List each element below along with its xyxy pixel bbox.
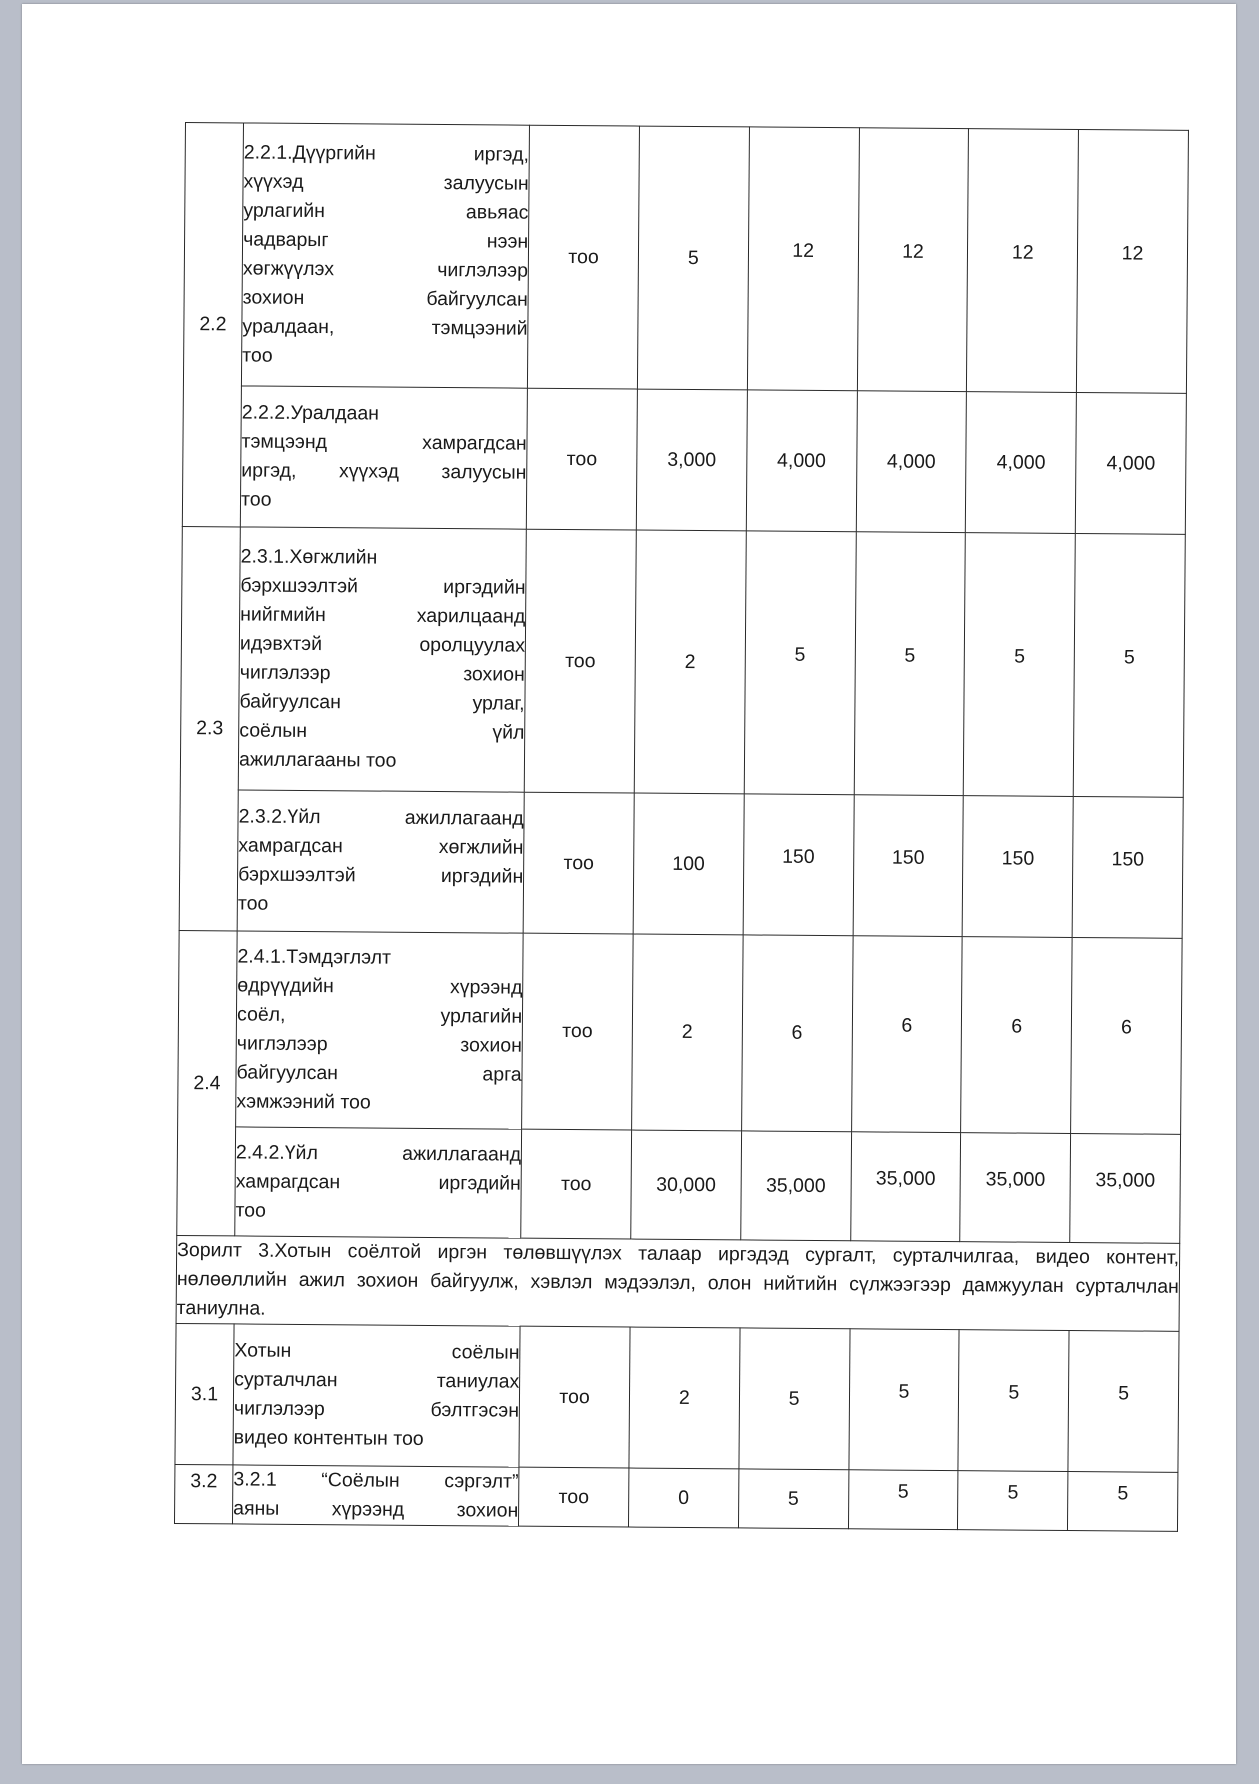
goal-row: [176, 1235, 1180, 1331]
group-code: 3.1: [175, 1323, 234, 1464]
value-cell: 150: [743, 794, 854, 936]
table-row: [178, 930, 1183, 1134]
value-cell: 30,000: [631, 1130, 742, 1240]
value-cell: 5: [738, 1469, 848, 1529]
value-cell: 35,000: [960, 1133, 1071, 1243]
value-cell: 35,000: [741, 1131, 852, 1241]
indicator-description: 3.2.1 “Соёлын сэргэлт” аяны хүрээнд зохион: [233, 1465, 520, 1526]
table-row: [180, 526, 1185, 797]
value-cell: 4,000: [1075, 393, 1186, 535]
value-cell: 2: [629, 1327, 740, 1469]
table-row: [182, 385, 1186, 534]
value-cell: 12: [747, 127, 859, 391]
table-row: [177, 1126, 1181, 1243]
group-code: 2.3: [179, 526, 240, 930]
value-cell: 5: [854, 532, 966, 796]
value-cell: 12: [857, 128, 969, 392]
value-cell: 3,000: [636, 389, 747, 531]
value-cell: 150: [853, 795, 964, 937]
table-row: [175, 1323, 1179, 1472]
value-cell: 5: [739, 1328, 850, 1470]
unit-cell: тоо: [523, 792, 634, 934]
value-cell: 5: [848, 1329, 959, 1471]
value-cell: 5: [958, 1471, 1068, 1531]
indicator-description: 2.4.1.Тэмдэглэлт өдрүүдийн хүрээнд соёл, урлагийн чиглэлээр зохион байгуулсан арга хэмжээний тоо: [236, 931, 524, 1129]
indicator-description: 2.3.1.Хөгжлийн бэрхшээлтэй иргэдийн нийгмийн харилцаанд идэвхтэй оролцуулах чиглэлээр зохион байгуулсан урлаг, соёлын үйл ажиллагааны тоо: [238, 527, 526, 792]
table-row: [183, 123, 1188, 394]
value-cell: 5: [744, 531, 856, 795]
value-cell: 4,000: [966, 392, 1077, 534]
scanned-page: [22, 4, 1236, 1764]
value-cell: 5: [958, 1330, 1069, 1472]
unit-cell: тоо: [526, 388, 637, 530]
group-code: 3.2: [174, 1464, 233, 1523]
value-cell: 2: [634, 530, 746, 794]
unit-cell: тоо: [519, 1467, 629, 1527]
indicator-description: 2.2.2.Уралдаан тэмцээнд хамрагдсан иргэд, хүүхэд залуусын тоо: [240, 386, 527, 529]
value-cell: 0: [628, 1468, 738, 1528]
value-cell: 12: [967, 129, 1079, 393]
indicator-description: 2.4.2.Үйл ажиллагаанд хамрагдсан иргэдийн тоо: [235, 1127, 522, 1238]
goal-3-text: Зорилт 3.Хотын соёлтой иргэн төлөвшүүлэх талаар иргэдэд сургалт, сурталчилгаа, видео контент, нөлөөллийн ажил зохион байгуулж, хэвлэл мэдээлэл, олон нийтийн сүлжээгээр дамжуулан сурталчлан таниулна.: [176, 1235, 1180, 1331]
value-cell: 5: [1068, 1330, 1179, 1472]
value-cell: 4,000: [856, 391, 967, 533]
unit-cell: тоо: [519, 1326, 630, 1468]
value-cell: 6: [1071, 937, 1182, 1134]
value-cell: 35,000: [850, 1132, 961, 1242]
value-cell: 150: [962, 796, 1073, 938]
unit-cell: тоо: [521, 1129, 632, 1239]
value-cell: 6: [741, 935, 852, 1132]
unit-cell: тоо: [524, 529, 636, 793]
value-cell: 35,000: [1070, 1133, 1181, 1243]
unit-cell: тоо: [528, 125, 640, 389]
value-cell: 5: [637, 126, 749, 390]
table-row: [174, 1464, 1177, 1531]
value-cell: 5: [1073, 534, 1185, 798]
indicator-description: 2.3.2.Үйл ажиллагаанд хамрагдсан хөгжлийн бэрхшээлтэй иргэдийн тоо: [237, 790, 524, 933]
group-code: 2.2: [182, 123, 243, 527]
value-cell: 6: [961, 937, 1072, 1134]
value-cell: 2: [632, 934, 743, 1131]
group-code: 2.4: [177, 930, 237, 1235]
value-cell: 12: [1077, 130, 1189, 394]
value-cell: 6: [851, 936, 962, 1133]
value-cell: 5: [848, 1470, 958, 1530]
value-cell: 100: [633, 793, 744, 935]
value-cell: 5: [1068, 1471, 1178, 1531]
indicator-table: [174, 122, 1189, 1532]
indicator-description: Хотын соёлын сурталчлан таниулах чиглэлээр бэлтгэсэн видео контентын тоо: [233, 1324, 520, 1467]
table-row: [179, 789, 1183, 938]
value-cell: 4,000: [746, 390, 857, 532]
value-cell: 150: [1072, 796, 1183, 938]
unit-cell: тоо: [522, 933, 633, 1130]
value-cell: 5: [964, 533, 1076, 797]
indicator-description: 2.2.1.Дүүргийн иргэд, хүүхэд залуусын урлагийн авьяас чадварыг нээн хөгжүүлэх чиглэлээр зохион байгуулсан уралдаан, тэмцээний тоо: [241, 123, 529, 388]
